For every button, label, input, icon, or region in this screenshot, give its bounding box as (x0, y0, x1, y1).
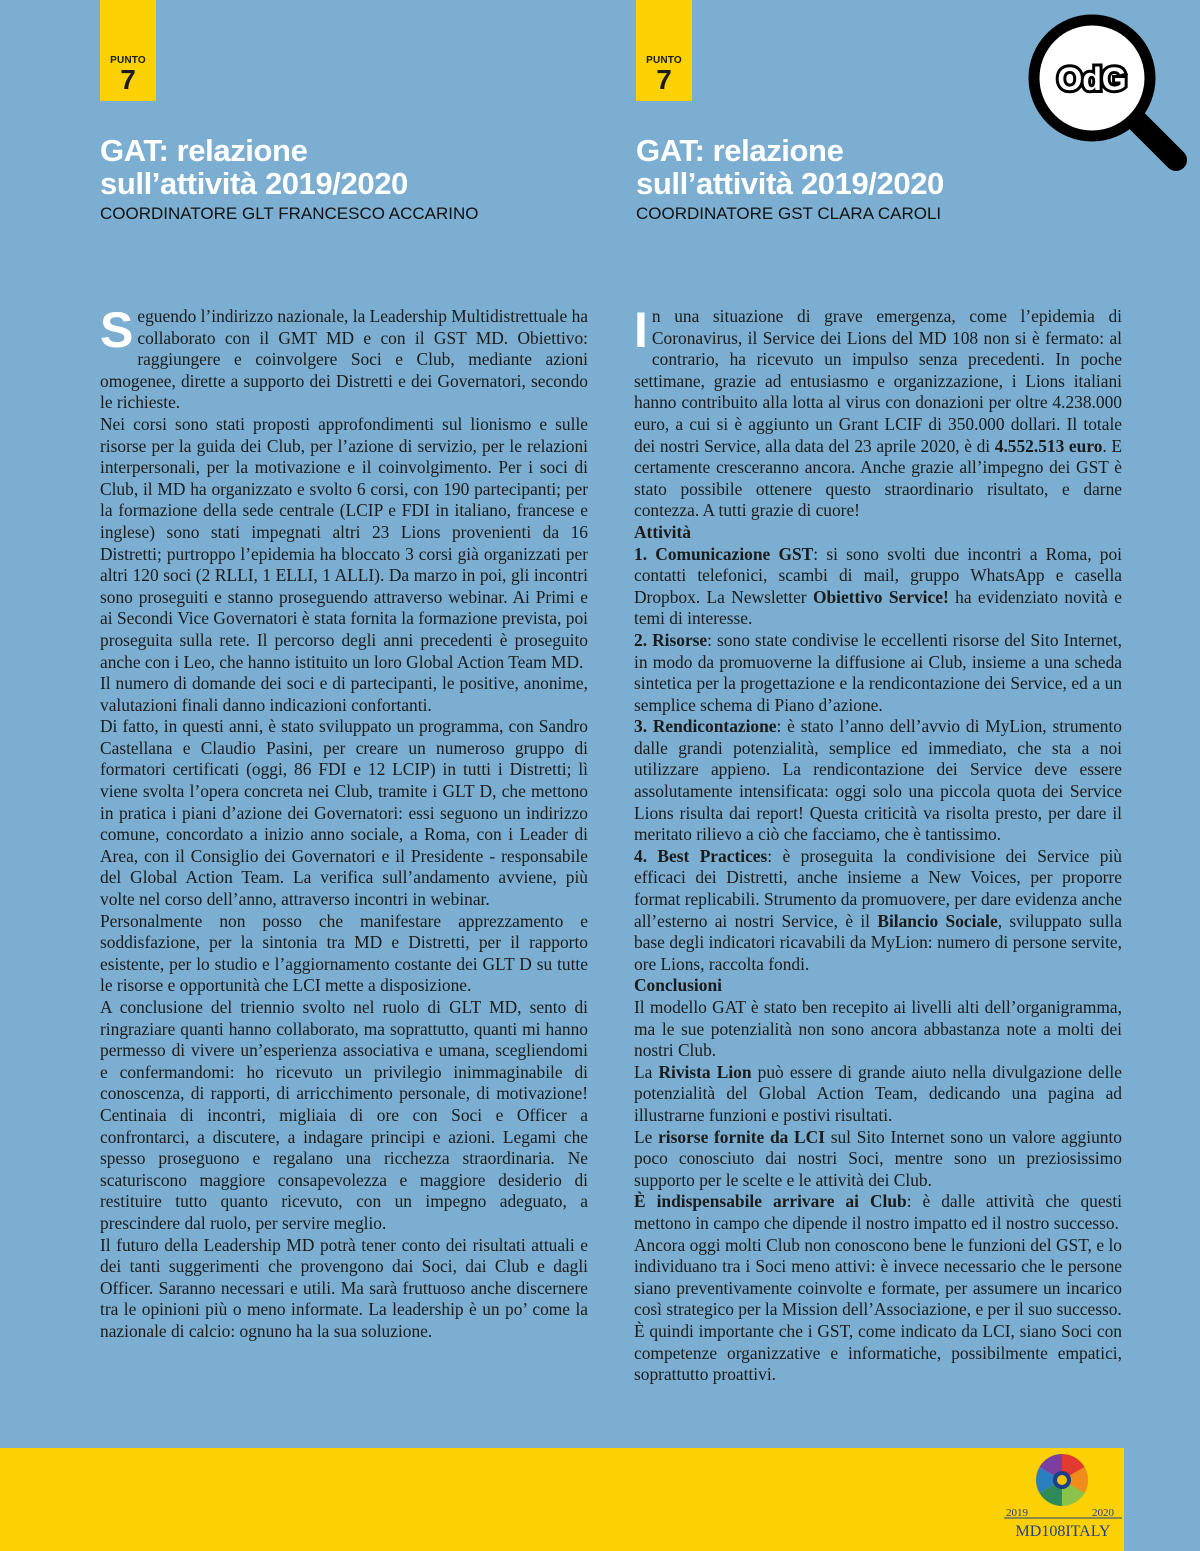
section-heading-conclusioni: Conclusioni (634, 975, 722, 996)
punto-badge-left (100, 0, 156, 101)
magnifier-icon (1026, 14, 1192, 180)
subtitle-left: COORDINATORE GLT FRANCESCO ACCARINO (100, 204, 479, 223)
dropcap: I (634, 302, 648, 358)
paragraph: Nei corsi sono stati proposti approfondimenti sul lionismo e sulle risorse per la guida dei Club, per l’azione di servizio, per le relazioni interpersonali, per la motivazione e il coinvolgimento. Per i soci di Club, il MD ha organizzato e svolto 6 corsi, con 190 partecipanti; per la formazione della sede centrale (LCIP e FDI in italiano, francese e inglese) sono stati impegnati altri 23 Lions provenienti da 16 Distretti; purtroppo l’epidemia ha bloccato 3 corsi già organizzati per altri 120 soci (2 RLLI, 1 ELLI, 1 ALLI). Da marzo in poi, gli incontri sono proseguiti e stanno proseguendo attraverso webinar. Ai Primi e ai Secondi Vice Governatori è stata fornita la formazione prevista, poi proseguita sulla rete. Il percorso degli anni precedenti è proseguito anche con i Leo, che hanno istituito un loro Global Action Team MD. (100, 413, 588, 672)
paragraph: Il numero di domande dei soci e di partecipanti, le positive, anonime, valutazioni finali danno indicazioni confortanti. (100, 673, 588, 715)
punto-badge-right (636, 0, 692, 101)
paragraph: Di fatto, in questi anni, è stato sviluppato un programma, con Sandro Castellana e Claudio Pasini, per creare un numeroso gruppo di formatori certificati (oggi, 86 FDI e 12 LCIP) in tutti i Distretti; lì viene svolta l’opera concreta nei Club, tramite i GLT D, che mettono in pratica i piani d’azione dei Governatori: essi seguono un indirizzo comune, concordato a inizio anno sociale, a Roma, con i Leader di Area, con il Consiglio dei Governatori e il Presidente - responsabile del Global Action Team. La verifica sull’andamento avviene, più volte nel corso dell’anno, attraverso incontri in webinar. (100, 716, 588, 910)
section-heading-attivita: Attività (634, 521, 691, 542)
punto-number: 7 (656, 64, 672, 95)
paragraph: Personalmente non posso che manifestare apprezzamento e soddisfazione, per la sintonia tra MD e Distretti, per il rapporto esistente, per lo studio e l’aggiornamento costante dei GLT D su tutte le risorse e opportunità che LCI mette a disposizione. (100, 910, 588, 996)
logo-name: MD108ITALY (1015, 1523, 1111, 1540)
logo-year-end: 2020 (1092, 1507, 1114, 1519)
logo-year-start: 2019 (1006, 1507, 1028, 1519)
paragraph: In una situazione di grave emergenza, come l’epidemia di Coronavirus, il Service dei Lions del MD 108 non si è fermato: al contrario, ha ricevuto un impulso senza precedenti. In poche settimane, grazie ad entusiasmo e organizzazione, i Lions italiani hanno contribuito alla lotta al virus con donazioni per oltre 4.238.000 euro, a cui si è aggiunto un Grant LCIF di 350.000 dollari. Il totale dei nostri Service, alla data del 23 aprile 2020, è di 4.552.513 euro. E certamente cresceranno ancora. Anche grazie all’impegno dei GST è stato possibile ottenere questo straordinario risultato, e darne contezza. A tutti grazie di cuore! (634, 302, 1123, 521)
list-item: 2. Risorse: sono state condivise le eccellenti risorse del Sito Internet, in modo da promuoverne la diffusione ai Club, insieme a una scheda sintetica per la progettazione e la rendicontazione dei Service, ed a un semplice schema di Piano d’azione. (634, 629, 1123, 715)
list-item: 3. Rendicontazione: è stato l’anno dell’avvio di MyLion, strumento dalle grandi potenzialità, semplice ed immediato, che sta a noi utilizzare appieno. La rendicontazione dei Service deve essere assolutamente intensificata: oggi solo una piccola quota dei Service Lions risulta dai report! Questa criticità va risolta presto, per dare il meritato rilievo a ciò che facciamo, che è tantissimo. (634, 716, 1122, 845)
paragraph: È quindi importante che i GST, come indicato da LCI, siano Soci con competenze organizzative e informatiche, possibilmente empatici, soprattutto proattivi. (634, 1320, 1122, 1385)
paragraph: Il futuro della Leadership MD potrà tener conto dei risultati attuali e dei tanti suggerimenti che provengono dai Soci, dai Club e dagli Officer. Saranno necessari e utili. Ma sarà fruttuoso anche discernere tra le opinioni più o meno informate. La leadership è un po’ come la nazionale di calcio: ognuno ha la sua soluzione. (100, 1234, 588, 1341)
paragraph: Seguendo l’indirizzo nazionale, la Leadership Multidistrettuale ha collaborato con il GMT MD e con il GST MD. Obiettivo: raggiungere e coinvolgere Soci e Club, mediante azioni omogenee, dirette a supporto dei Distretti e dei Governatori, secondo le richieste. (100, 302, 588, 413)
page-title-left (100, 134, 408, 200)
punto-number: 7 (120, 64, 136, 95)
title-line2: sull’attività 2019/2020 (636, 166, 944, 201)
article-right (634, 302, 1123, 1386)
list-item: 4. Best Practices: è proseguita la condivisione dei Service più efficaci dei Distretti, anche insieme a New Voices, per proporre format replicabili. Strumento da promuovere, per dare evidenza anche all’esterno ai nostri Service, è il Bilancio Sociale, sviluppato sulla base degli indicatori ricavabili da MyLion: numero di persone servite, ore Lions, raccolta fondi. (634, 845, 1122, 974)
title-line2: sull’attività 2019/2020 (100, 166, 408, 201)
dropcap: S (100, 302, 134, 358)
paragraph: A conclusione del triennio svolto nel ruolo di GLT MD, sento di ringraziare quanti hanno collaborato, ma soprattutto, quanti mi hanno permesso di vivere un’esperienza associativa e umana, scegliendomi e confermandomi: ho ricevuto un privilegio inimmaginabile di conoscenza, di rapporti, di arricchimento personale, di motivazione! Centinaia di incontri, migliaia di ore con Soci e Officer a confrontarci, a discutere, a indagare principi e azioni. Legami che spesso proseguono e regalano una ricchezza straordinaria. Ne scaturiscono maggiore consapevolezza e maggiore desiderio di restituire tutto quanto ricevuto, con un impegno adeguato, a prescindere dal ruolo, per servire meglio. (100, 997, 588, 1233)
paragraph: Il modello GAT è stato ben recepito ai livelli alti dell’organigramma, ma le sue potenzialità non sono ancora abbastanza note a molti dei nostri Club. (634, 997, 1122, 1061)
footer-side-strip (1124, 1448, 1200, 1551)
paragraph: La Rivista Lion può essere di grande aiuto nella divulgazione delle potenzialità del Global Action Team, dedicando una pagina ad illustrarne funzioni e postivi risultati. (634, 1061, 1122, 1125)
punto-label: PUNTO (646, 55, 682, 66)
title-line1: GAT: relazione (100, 133, 308, 168)
title-line1: GAT: relazione (636, 133, 844, 168)
paragraph: Le risorse fornite da LCI sul Sito Internet sono un valore aggiunto poco conosciuto dai nostri Soci, mentre sono un preziosissimo supporto per le scelte e le attività dei Club. (634, 1126, 1122, 1190)
punto-label: PUNTO (110, 55, 146, 66)
page-title-right (636, 134, 944, 200)
paragraph: Ancora oggi molti Club non conoscono bene le funzioni del GST, e lo individuano tra i Soci meno attivi: è invece necessario che le persone siano preventivamente coinvolte e formate, per assumere un incarico così strategico per la Mission dell’Associazione, e per il suo successo. (634, 1234, 1122, 1320)
paragraph: È indispensabile arrivare ai Club: è dalle attività che questi mettono in campo che dipende il nostro impatto ed il nostro successo. (634, 1191, 1122, 1233)
subtitle-right: COORDINATORE GST CLARA CAROLI (636, 204, 942, 223)
md108italy-logo (1000, 1452, 1126, 1548)
article-left (100, 302, 588, 1343)
footer-band (0, 1448, 1124, 1551)
list-item: 1. Comunicazione GST: si sono svolti due incontri a Roma, poi contatti telefonici, scambi di mail, gruppo WhatsApp e casella Dropbox. La Newsletter Obiettivo Service! ha evidenziato novità e temi di interesse. (634, 543, 1123, 629)
odg-label: OdG (1057, 61, 1127, 97)
